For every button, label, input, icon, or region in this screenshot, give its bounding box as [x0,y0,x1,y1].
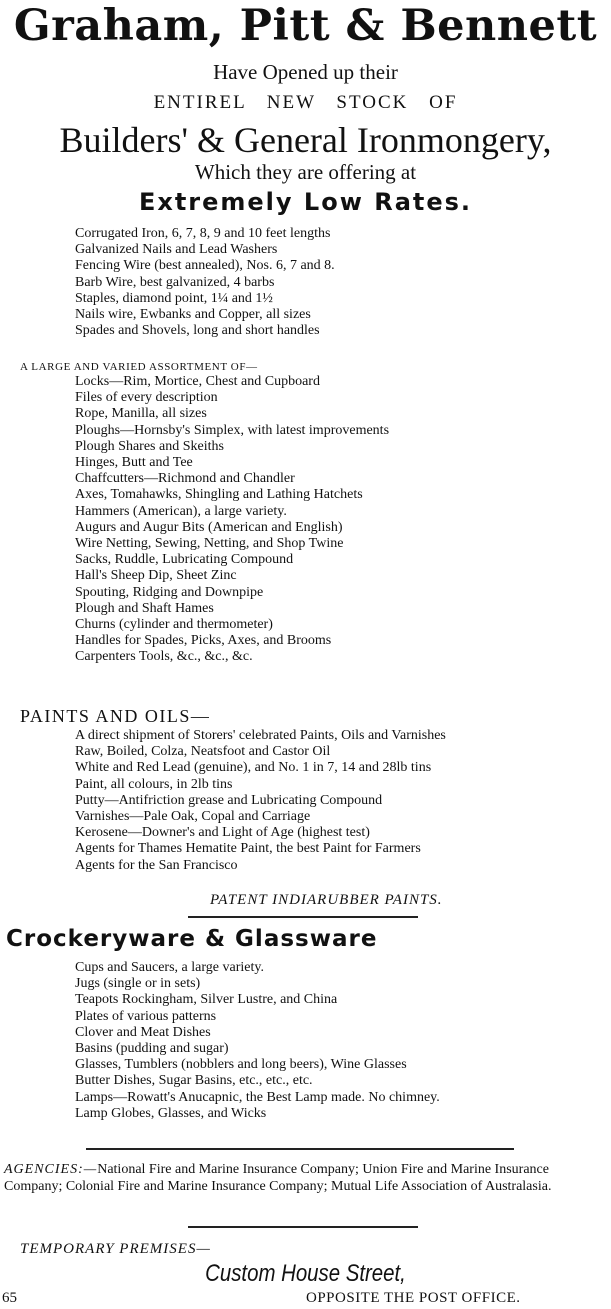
list-item: Clover and Meat Dishes [75,1024,211,1040]
list-item: Augurs and Augur Bits (American and English) [75,519,343,535]
assortment-heading: A LARGE AND VARIED ASSORTMENT OF— [20,361,258,373]
divider-rule [86,1148,514,1150]
list-item: Corrugated Iron, 6, 7, 8, 9 and 10 feet lengths [75,226,331,241]
list-item: Spades and Shovels, long and short handles [75,323,320,339]
list-item: Rope, Manilla, all sizes [75,406,207,422]
list-item: Plates of various patterns [75,1008,217,1024]
list-item: Varnishes—Pale Oak, Copal and Carriage [75,809,311,825]
list-item: Putty—Antifriction grease and Lubricating Compound [75,792,383,808]
list-item: Kerosene—Downer's and Light of Age (highest test) [75,825,370,841]
list-item: Ploughs—Hornsby's Simplex, with latest improvements [75,422,390,438]
list-item: Chaffcutters—Richmond and Chandler [75,471,295,487]
list-item: Galvanized Nails and Lead Washers [75,242,278,258]
list-item: Staples, diamond point, 1¼ and 1½ [75,290,273,306]
list-item: Plough Shares and Skeiths [75,438,224,454]
divider-rule [188,1226,418,1228]
firm-name: Graham, Pitt & Bennett [13,1,598,51]
temporary-premises: TEMPORARY PREMISES— [20,1241,211,1257]
agencies-text: National Fire and Marine Insurance Company; Union Fire and Marine Insurance Company; Colonial Fire and Marine Insurance Company; Mutual Life Association of Australasia. [4,1162,552,1194]
list-item: Nails wire, Ewbanks and Copper, all sizes [75,307,311,323]
list-item: Basins (pudding and sugar) [75,1041,229,1057]
list-item: Wire Netting, Sewing, Netting, and Shop Twine [75,536,344,552]
agencies-block [4,1161,609,1195]
list-item: Glasses, Tumblers (nobblers and long beers), Wine Glasses [75,1057,407,1073]
list-item: Plough and Shaft Hames [75,600,214,616]
paints-items-list [75,728,605,874]
list-item: Churns (cylinder and thermometer) [75,617,273,633]
list-item: A direct shipment of Storers' celebrated Paints, Oils and Varnishes [75,728,446,743]
list-item: Hall's Sheep Dip, Sheet Zinc [75,568,237,584]
list-item: Locks—Rim, Mortice, Chest and Cupboard [75,374,320,389]
list-item: Lamp Globes, Glasses, and Wicks [75,1105,267,1121]
list-item: Agents for Thames Hematite Paint, the best Paint for Farmers [75,841,421,857]
list-item: Jugs (single or in sets) [75,976,201,992]
street-address: Custom House Street, [205,1260,406,1287]
opposite-post-office: OPPOSITE THE POST OFFICE. [306,1290,521,1306]
headline: Builders' & General Ironmongery, [59,120,552,160]
intro-line-3: Which they are offering at [194,160,417,184]
list-item: Handles for Spades, Picks, Axes, and Brooms [75,633,332,649]
patent-line: PATENT INDIARUBBER PAINTS. [210,892,443,908]
list-item: Spouting, Ridging and Downpipe [75,584,264,600]
intro-line-1: Have Opened up their [213,60,398,84]
list-item: Raw, Boiled, Colza, Neatsfoot and Castor Oil [75,744,331,760]
general-items-list [75,226,605,339]
list-item: Teapots Rockingham, Silver Lustre, and China [75,992,338,1008]
list-item: Hammers (American), a large variety. [75,503,287,519]
list-item: Hinges, Butt and Tee [75,455,193,471]
list-item: Barb Wire, best galvanized, 4 barbs [75,274,275,290]
rates-banner: Extremely Low Rates. [138,188,473,216]
list-item: Agents for the San Francisco [75,857,238,873]
list-item: Lamps—Rowatt's Anucapnic, the Best Lamp made. No chimney. [75,1089,440,1105]
list-item: Fencing Wire (best annealed), Nos. 6, 7 and 8. [75,258,335,274]
list-item: Files of every description [75,390,218,406]
divider-rule [188,916,418,918]
list-item: Butter Dishes, Sugar Basins, etc., etc., etc. [75,1073,313,1089]
list-item: Carpenters Tools, &c., &c., &c. [75,649,253,665]
page-number: 65 [2,1290,17,1306]
list-item: Cups and Saucers, a large variety. [75,960,264,975]
crockery-items-list [75,960,605,1122]
list-item: Axes, Tomahawks, Shingling and Lathing Hatchets [75,487,363,503]
crockery-heading: Crockeryware & Glassware [6,926,378,952]
agencies-lead: AGENCIES:— [4,1162,98,1177]
paints-heading: PAINTS AND OILS— [20,706,211,726]
assortment-items-list [75,374,605,666]
list-item: White and Red Lead (genuine), and No. 1 in 7, 14 and 28lb tins [75,760,432,776]
list-item: Sacks, Ruddle, Lubricating Compound [75,552,294,568]
intro-line-2: ENTIREL NEW STOCK OF [153,92,458,113]
list-item: Paint, all colours, in 2lb tins [75,776,233,792]
